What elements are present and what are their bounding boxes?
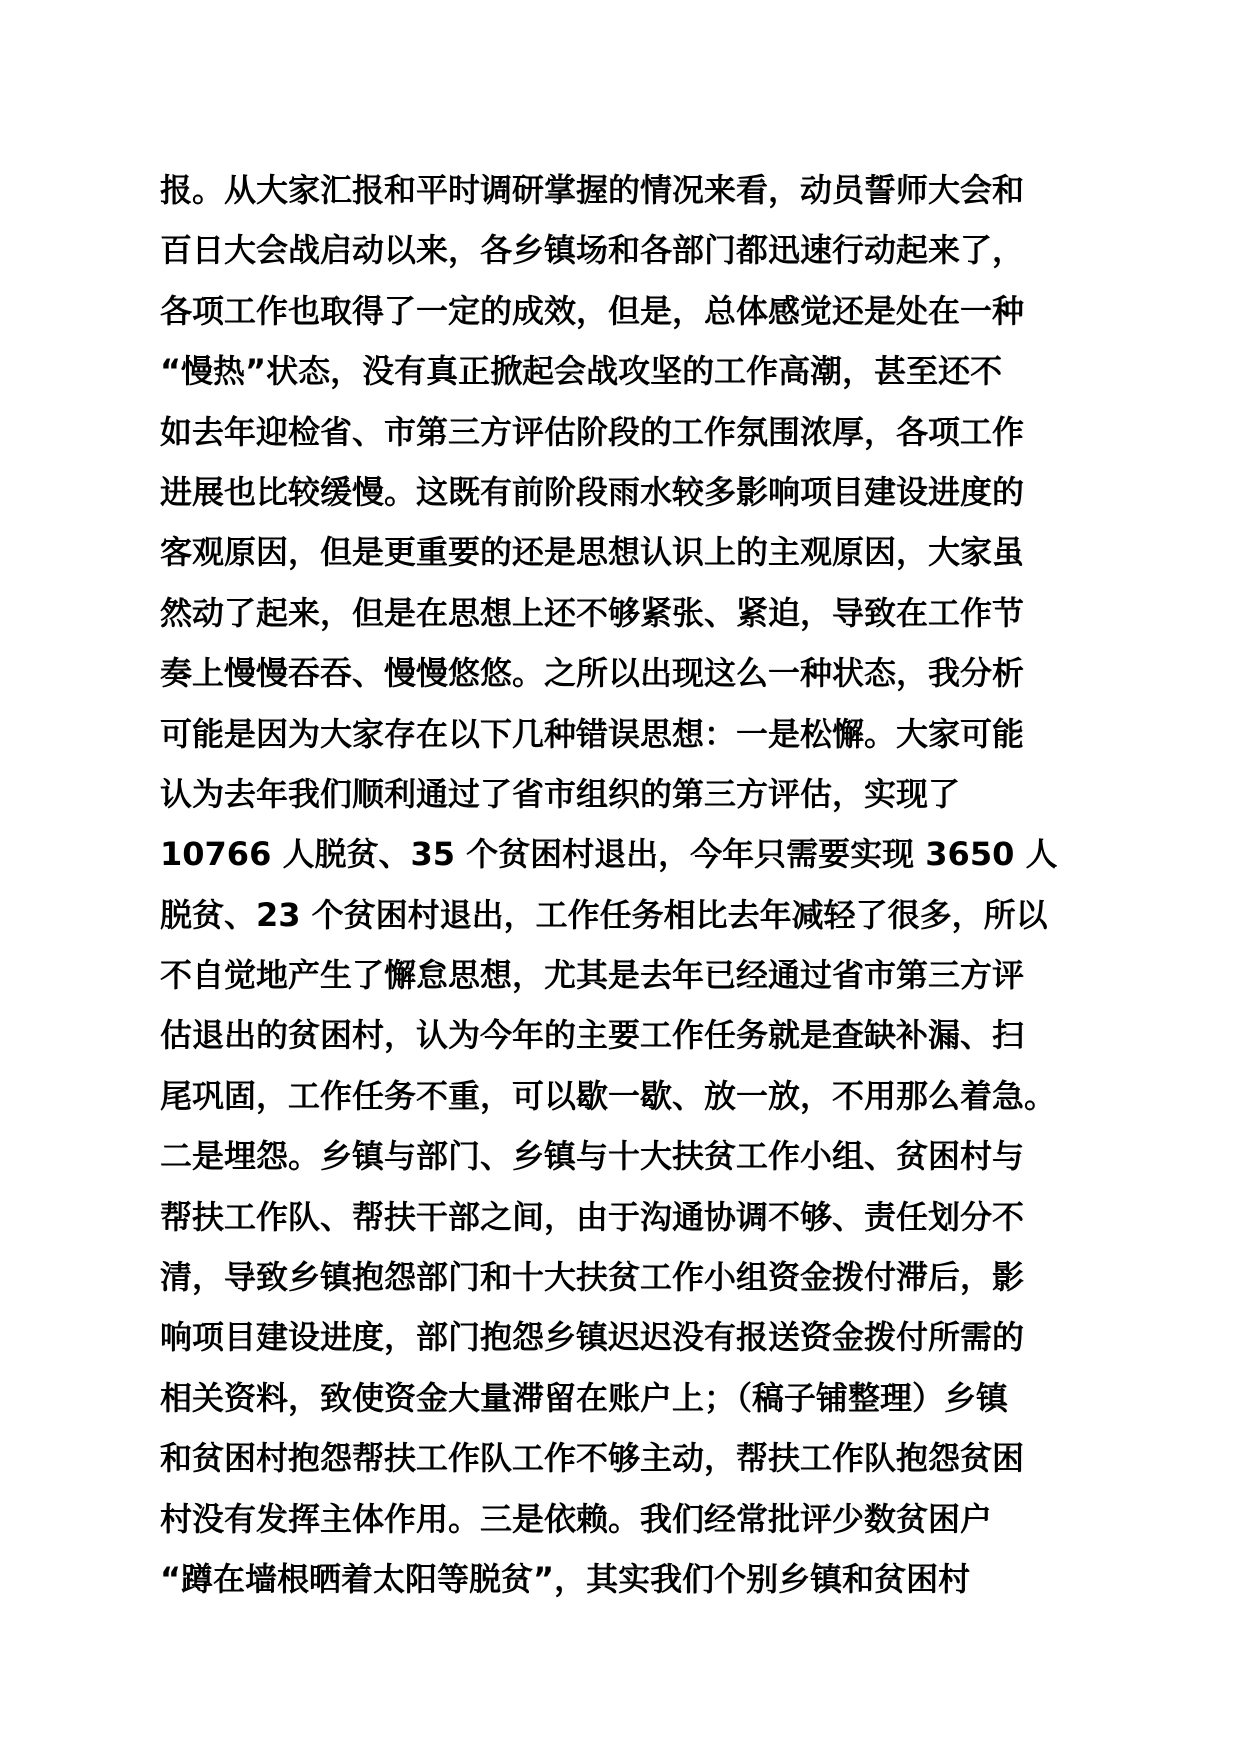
text-line: 估退出的贫困村，认为今年的主要工作任务就是查缺补漏、扫 <box>160 1016 1025 1055</box>
text-line: 帮扶工作队、帮扶干部之间，由于沟通协调不够、责任划分不 <box>160 1197 1025 1236</box>
text-line: 脱贫、23 个贫困村退出，工作任务相比去年减轻了很多，所以 <box>160 895 1048 934</box>
text-line: 和贫困村抱怨帮扶工作队工作不够主动，帮扶工作队抱怨贫困 <box>160 1439 1025 1478</box>
text-line: 村没有发挥主体作用。三是依赖。我们经常批评少数贫困户 <box>160 1499 993 1538</box>
text-line: 报。从大家汇报和平时调研掌握的情况来看，动员誓师大会和 <box>160 171 1025 209</box>
text-line: 各项工作也取得了一定的成效，但是，总体感觉还是处在一种 <box>160 291 1025 330</box>
text-line: 尾巩固，工作任务不重，可以歇一歇、放一放，不用那么着急。 <box>160 1076 1057 1115</box>
text-line: 10766 人脱贫、35 个贫困村退出，今年只需要实现 3650 人 <box>160 835 1058 874</box>
text-line: 如去年迎检省、市第三方评估阶段的工作氛围浓厚，各项工作 <box>160 412 1025 451</box>
text-line: 奏上慢慢吞吞、慢慢悠悠。之所以出现这么一种状态，我分析 <box>160 654 1025 693</box>
text-line: 响项目建设进度，部门抱怨乡镇迟迟没有报送资金拨付所需的 <box>160 1318 1025 1357</box>
text-line: 可能是因为大家存在以下几种错误思想：一是松懈。大家可能 <box>160 714 1025 753</box>
text-line: 不自觉地产生了懈怠思想，尤其是去年已经通过省市第三方评 <box>160 956 1025 995</box>
text-line: “慢热”状态，没有真正掀起会战攻坚的工作高潮，甚至还不 <box>160 352 1003 391</box>
text-line: 然动了起来，但是在思想上还不够紧张、紧迫，导致在工作节 <box>160 593 1025 632</box>
text-line: 百日大会战启动以来，各乡镇场和各部门都迅速行动起来了， <box>160 231 1025 270</box>
body-paragraph <box>160 160 1100 1609</box>
text-line: 进展也比较缓慢。这既有前阶段雨水较多影响项目建设进度的 <box>160 472 1025 511</box>
text-line: 二是埋怨。乡镇与部门、乡镇与十大扶贫工作小组、贫困村与 <box>160 1137 1025 1176</box>
text-line: “蹲在墙根晒着太阳等脱贫”，其实我们个别乡镇和贫困村 <box>160 1559 971 1598</box>
text-line: 客观原因，但是更重要的还是思想认识上的主观原因，大家虽 <box>160 533 1025 572</box>
text-line: 认为去年我们顺利通过了省市组织的第三方评估，实现了 <box>160 774 961 813</box>
text-line: 清，导致乡镇抱怨部门和十大扶贫工作小组资金拨付滞后，影 <box>160 1258 1025 1297</box>
text-line: 相关资料，致使资金大量滞留在账户上；（稿子铺整理）乡镇 <box>160 1378 1009 1417</box>
